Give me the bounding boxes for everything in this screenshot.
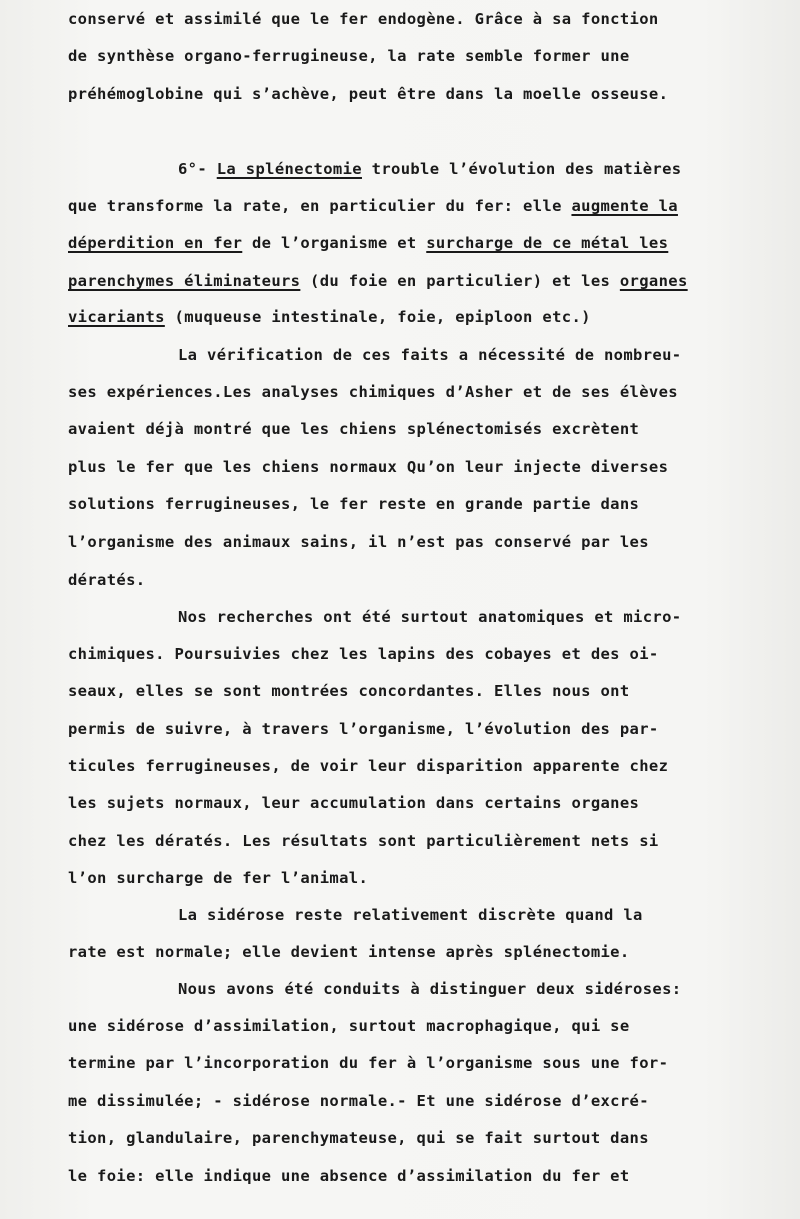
text-line [68, 941, 630, 963]
text-segment: solutions ferrugineuses, le fer reste en grande partie dans [68, 495, 640, 513]
text-line [68, 867, 368, 889]
text-segment: dératés. [68, 571, 146, 589]
text-line [68, 755, 668, 777]
text-segment: ticules ferrugineuses, de voir leur disparition apparente chez [68, 757, 669, 775]
text-segment: trouble l’évolution des matières [361, 160, 682, 178]
text-line [68, 8, 659, 30]
text-line [68, 418, 639, 440]
text-line [178, 904, 643, 926]
text-segment: chez les dératés. Les résultats sont particulièrement nets si [68, 832, 659, 850]
text-segment: chimiques. Poursuivies chez les lapins des cobayes et des oi- [68, 645, 659, 663]
text-line [68, 1127, 649, 1149]
underlined-text: déperdition en fer [68, 234, 243, 252]
text-segment: que transforme la rate, en particulier du fer: elle [68, 197, 572, 215]
text-segment: permis de suivre, à travers l’organisme, l’évolution des par- [68, 720, 659, 738]
text-segment: les sujets normaux, leur accumulation dans certains organes [68, 794, 640, 812]
text-line [68, 1165, 630, 1187]
text-line [68, 232, 668, 254]
underlined-text: vicariants [68, 308, 165, 326]
underlined-text: organes [619, 272, 688, 290]
text-line [178, 978, 681, 1000]
text-line [68, 569, 145, 591]
text-segment: termine par l’incorporation du fer à l’organisme sous une for- [68, 1054, 669, 1072]
text-segment: me dissimulée; - sidérose normale.- Et une sidérose d’excré- [68, 1092, 649, 1110]
text-segment: préhémoglobine qui s’achève, peut être dans la moelle osseuse. [68, 85, 669, 103]
text-line [68, 792, 639, 814]
text-segment: de synthèse organo-ferrugineuse, la rate semble former une [68, 47, 630, 65]
text-line [178, 158, 681, 180]
text-segment: le foie: elle indique une absence d’assimilation du fer et [68, 1167, 630, 1185]
underlined-text: surcharge de ce métal les [426, 234, 669, 252]
text-segment: La vérification de ces faits a nécessité de nombreu- [178, 346, 682, 364]
text-line [68, 493, 639, 515]
text-segment: Nos recherches ont été surtout anatomiques et micro- [178, 608, 682, 626]
text-line [68, 195, 678, 217]
underlined-text: augmente la [571, 197, 678, 215]
text-segment: rate est normale; elle devient intense après splénectomie. [68, 943, 630, 961]
text-line [68, 306, 591, 328]
text-segment: ses expériences.Les analyses chimiques d’Asher et de ses élèves [68, 383, 678, 401]
text-line [68, 643, 659, 665]
text-line [68, 830, 659, 852]
text-line [68, 1015, 630, 1037]
text-line [68, 718, 659, 740]
text-line [68, 270, 688, 292]
text-segment: l’on surcharge de fer l’animal. [68, 869, 369, 887]
text-segment: (du foie en particulier) et les [300, 272, 620, 290]
text-segment: La sidérose reste relativement discrète quand la [178, 906, 643, 924]
text-line [68, 680, 630, 702]
text-segment: une sidérose d’assimilation, surtout macrophagique, qui se [68, 1017, 630, 1035]
text-line [68, 1052, 668, 1074]
text-segment: l’organisme des animaux sains, il n’est pas conservé par les [68, 533, 649, 551]
text-line [178, 344, 681, 366]
underlined-text: La splénectomie [216, 160, 362, 178]
text-line [178, 606, 681, 628]
text-line [68, 456, 668, 478]
text-segment: seaux, elles se sont montrées concordantes. Elles nous ont [68, 682, 630, 700]
text-segment: tion, glandulaire, parenchymateuse, qui se fait surtout dans [68, 1129, 649, 1147]
text-line [68, 381, 678, 403]
text-line [68, 45, 630, 67]
text-line [68, 1090, 649, 1112]
text-line [68, 83, 668, 105]
text-segment: Nous avons été conduits à distinguer deux sidéroses: [178, 980, 682, 998]
text-segment: conservé et assimilé que le fer endogène. Grâce à sa fonction [68, 10, 659, 28]
underlined-text: parenchymes éliminateurs [68, 272, 301, 290]
text-segment: 6°- [178, 160, 217, 178]
text-segment: (muqueuse intestinale, foie, epiploon etc.) [164, 308, 591, 326]
text-line [68, 531, 649, 553]
text-segment: plus le fer que les chiens normaux Qu’on leur injecte diverses [68, 458, 669, 476]
text-segment: avaient déjà montré que les chiens splénectomisés excrètent [68, 420, 640, 438]
text-segment: de l’organisme et [242, 234, 427, 252]
